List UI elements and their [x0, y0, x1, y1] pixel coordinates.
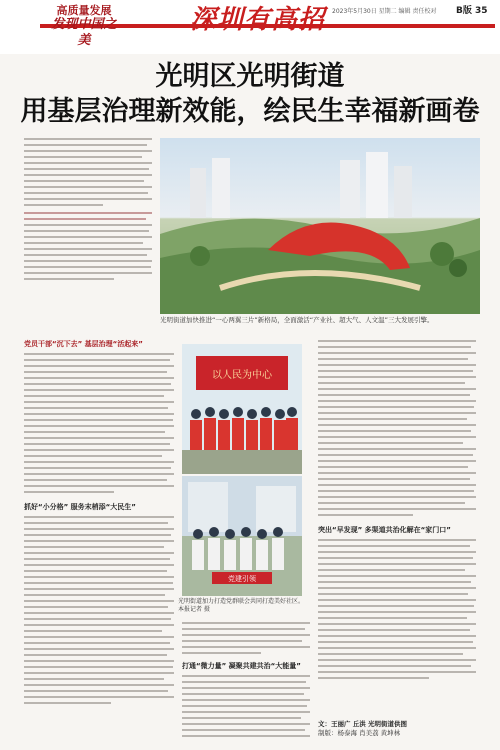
headline-line1: 光明区光明街道 — [155, 61, 345, 92]
subhead-1: 党员干部“沉下去” 基层治理“活起来” — [24, 340, 143, 348]
volunteers-illustration — [182, 344, 302, 474]
headline-line2: 用基层治理新效能，绘民生幸福新画卷 — [20, 96, 480, 127]
subhead-4: 突出“早发现” 多渠道共治化解在“家门口” — [318, 526, 451, 534]
team-photo-2 — [182, 476, 302, 596]
left-column — [24, 340, 174, 708]
right-column — [318, 340, 476, 683]
group-illustration — [182, 476, 302, 596]
team-photo-1 — [182, 344, 302, 474]
page-number: B版 35 — [456, 6, 488, 16]
issue-meta: 2023年5月30日 星期二 编辑 责任校对 — [332, 8, 437, 15]
byline-layout: 制版：杨泰海 肖美荔 黄坤林 — [318, 729, 401, 737]
series-line1: 高质量发展 — [56, 4, 112, 17]
main-photo-caption: 光明街道加快推进“一心两翼三片”新格局，全面激活“产业社、超大气、人文温”三大发展引擎。 — [160, 316, 434, 324]
byline-credit: 文：王丽广 丘洪 光明街道供图 — [318, 720, 408, 728]
main-photo — [160, 138, 480, 314]
subhead-3: 打通“微力量” 凝聚共建共治“大能量” — [182, 662, 301, 670]
byline — [318, 720, 407, 738]
series-line2: 发现中国之美 — [51, 17, 117, 48]
lead-paragraph — [24, 138, 152, 316]
group-sign-text: 党建引领 — [228, 575, 256, 583]
section-brand: 深圳有高招 — [190, 5, 326, 35]
series-mark — [48, 4, 120, 49]
subhead-2: 抓好“小分格” 服务末梢添“大民生” — [24, 503, 136, 511]
team-photo-caption: 光明街道加力打造党群联会共同打造美好社区。本报记者 摄 — [178, 598, 305, 613]
middle-column — [182, 622, 310, 741]
banner-text: 以人民为中心 — [212, 370, 272, 381]
park-illustration — [160, 138, 480, 314]
